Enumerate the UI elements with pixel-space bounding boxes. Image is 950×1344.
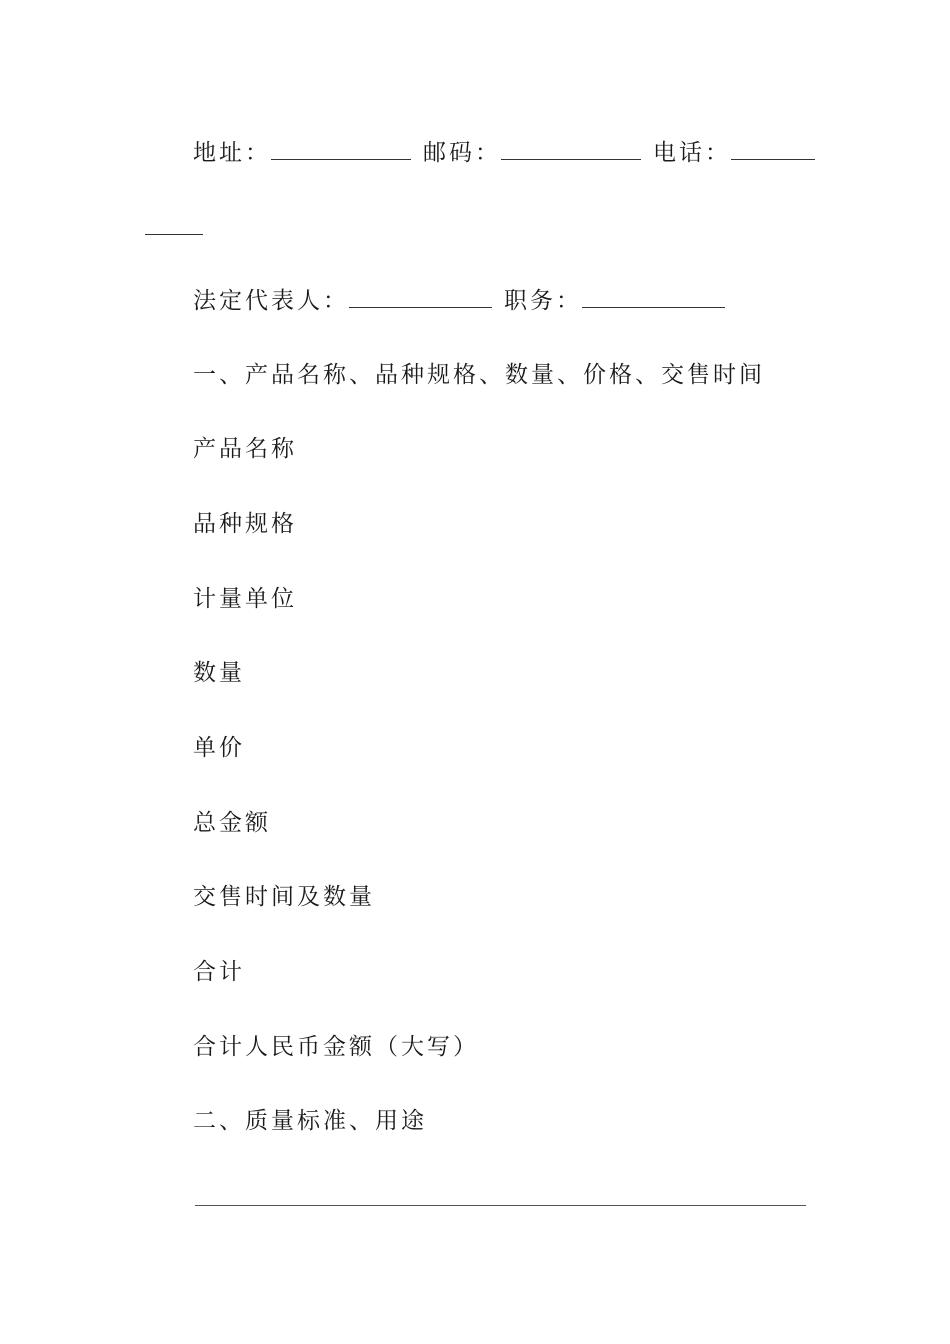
representative-blank[interactable] bbox=[349, 285, 492, 308]
postcode-label: 邮码： bbox=[423, 140, 501, 166]
item-spec: 品种规格 bbox=[193, 511, 297, 537]
item-product-name: 产品名称 bbox=[193, 436, 297, 462]
representative-line bbox=[193, 285, 725, 316]
representative-label: 法定代表人： bbox=[193, 288, 349, 314]
address-blank[interactable] bbox=[271, 137, 411, 160]
item-quantity: 数量 bbox=[193, 660, 245, 686]
phone-label: 电话： bbox=[653, 140, 731, 166]
item-unit: 计量单位 bbox=[193, 586, 297, 612]
postcode-blank[interactable] bbox=[501, 137, 641, 160]
item-delivery-time: 交售时间及数量 bbox=[193, 884, 375, 910]
item-subtotal: 合计 bbox=[193, 959, 245, 985]
phone-blank[interactable] bbox=[731, 137, 815, 160]
contact-line bbox=[193, 137, 815, 168]
item-total-amount: 总金额 bbox=[193, 810, 271, 836]
quality-fill-line[interactable] bbox=[195, 1205, 806, 1206]
item-unit-price: 单价 bbox=[193, 735, 245, 761]
section2-heading: 二、质量标准、用途 bbox=[193, 1108, 427, 1134]
position-label: 职务： bbox=[504, 288, 582, 314]
section1-heading: 一、产品名称、品种规格、数量、价格、交售时间 bbox=[193, 362, 765, 388]
address-label: 地址： bbox=[193, 140, 271, 166]
phone-blank-continued[interactable] bbox=[145, 234, 203, 235]
position-blank[interactable] bbox=[582, 285, 725, 308]
item-total-rmb: 合计人民币金额（大写） bbox=[193, 1034, 479, 1060]
